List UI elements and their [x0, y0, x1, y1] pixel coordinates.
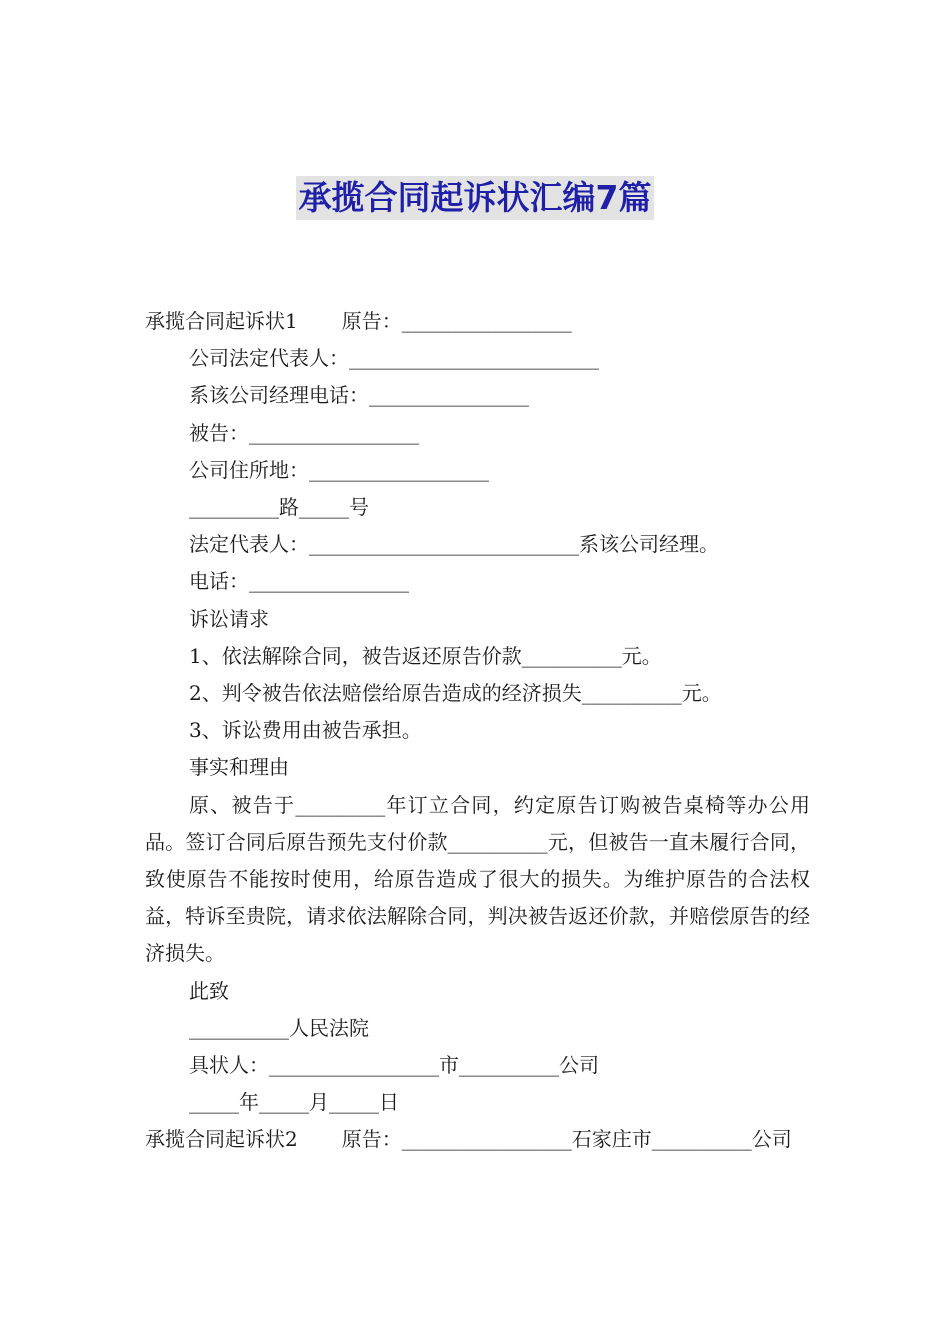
paragraph: 被告：_________________ — [189, 420, 419, 445]
plaintiff-field: 原告：_________________ — [341, 309, 572, 333]
document-title: 承揽合同起诉状汇编7篇 — [296, 176, 655, 220]
section-heading: 承揽合同起诉状1 — [145, 309, 298, 333]
plaintiff-field: 原告：_________________石家庄市__________公司 — [341, 1127, 792, 1152]
paragraph: 电话：________________ — [189, 569, 409, 594]
paragraph: _________路_____号 — [189, 495, 369, 520]
paragraph: 此致 — [189, 978, 229, 1003]
paragraph: 公司住所地：__________________ — [189, 457, 489, 482]
section-2-heading-line — [145, 1121, 810, 1158]
list-item: 1、依法解除合同，被告返还原告价款__________元。 — [189, 643, 662, 668]
section-1-heading-line — [145, 303, 810, 340]
facts-paragraph: 原、被告于_________年订立合同，约定原告订购被告桌椅等办公用品。签订合同后原告预先支付价款__________元，但被告一直未履行合同，致使原告不能按时使用，给原告造成了很大的损失。为维护原告的合法权益，特诉至贵院，请求依法解除合同，判决被告返还价款，并赔偿原告的经济损失。 — [145, 792, 810, 966]
paragraph: 公司法定代表人：_________________________ — [189, 346, 599, 371]
date-line: _____年_____月_____日 — [189, 1090, 399, 1115]
subheading: 事实和理由 — [189, 755, 289, 780]
document-title-block — [0, 176, 950, 228]
paragraph: __________人民法院 — [189, 1015, 369, 1040]
section-heading: 承揽合同起诉状2 — [145, 1127, 298, 1152]
paragraph: 具状人：_________________市__________公司 — [189, 1053, 599, 1078]
list-item: 3、诉讼费用由被告承担。 — [189, 718, 422, 743]
document-body — [145, 303, 810, 1159]
paragraph: 法定代表人：___________________________系该公司经理。 — [189, 532, 719, 557]
subheading: 诉讼请求 — [189, 606, 269, 631]
paragraph: 系该公司经理电话：________________ — [189, 383, 529, 408]
list-item: 2、判令被告依法赔偿给原告造成的经济损失__________元。 — [189, 681, 722, 706]
